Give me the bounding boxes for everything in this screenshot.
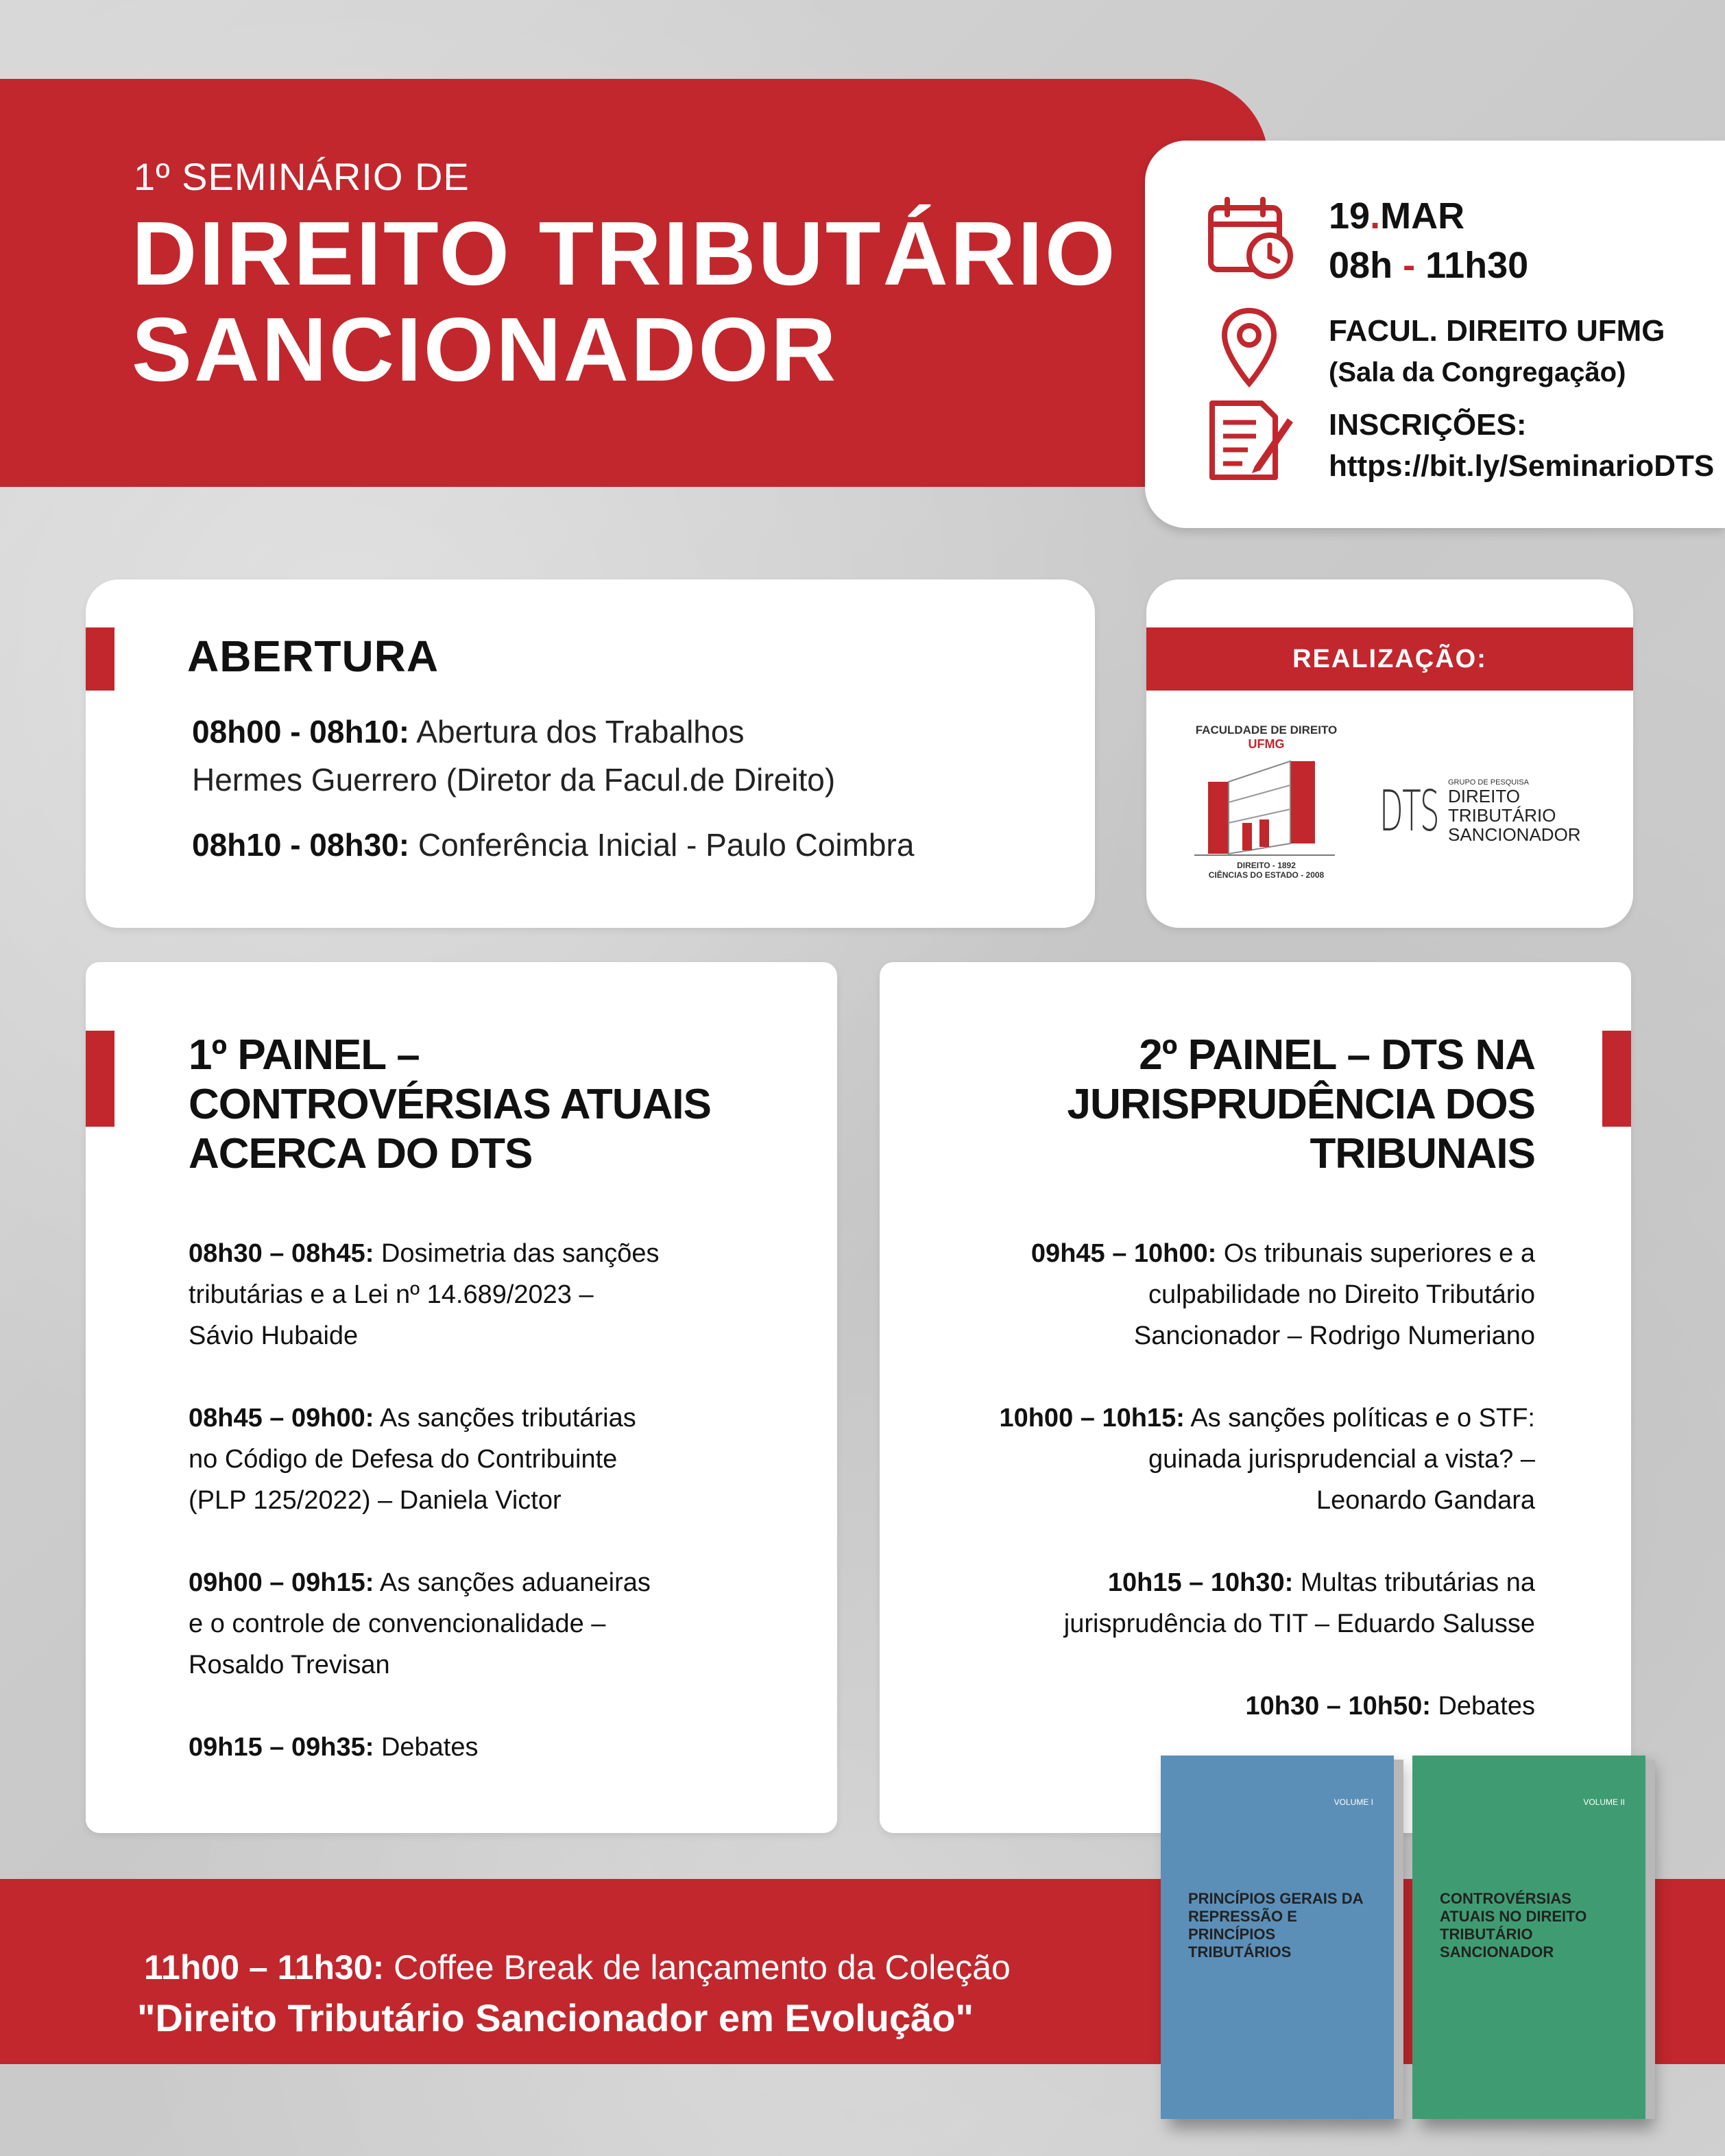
collection-name: "Direito Tributário Sancionador em Evolução" (137, 1996, 974, 2039)
event-date: 19.MAR (1329, 195, 1465, 237)
coffee-break-line: 11h00 – 11h30: Coffee Break de lançamento da Coleção (144, 1948, 1011, 1987)
date-row (1207, 195, 1528, 290)
event-room: (Sala da Congregação) (1329, 357, 1626, 387)
red-accent-tab (86, 627, 114, 691)
event-info-card (1145, 141, 1725, 528)
opening-title: ABERTURA (187, 632, 439, 681)
panel-2-title: 2º PAINEL – DTS NA JURISPRUDÊNCIA DOS TRIBUNAIS (1067, 1031, 1535, 1177)
panel-1-card (86, 962, 837, 1833)
opening-card (86, 579, 1095, 928)
book-volume-label: VOLUME I (1334, 1797, 1373, 1807)
panel-2-item: 10h15 – 10h30: Multas tributárias na jurisprudência do TIT – Eduardo Salusse (1063, 1568, 1535, 1638)
opening-line-1: 08h00 - 08h10: Abertura dos Trabalhos (192, 714, 745, 750)
form-pen-icon (1207, 398, 1296, 483)
registration-row (1207, 398, 1714, 487)
registration-link[interactable]: https://bit.ly/SeminarioDTS (1329, 449, 1715, 483)
organizers-label: REALIZAÇÃO: (1146, 627, 1633, 691)
book-title: PRINCÍPIOS GERAIS DA REPRESSÃO E PRINCÍPIOS TRIBUTÁRIOS (1188, 1890, 1363, 1961)
panel-1-item: 08h45 – 09h00: As sanções tributárias no Código de Defesa do Contribuinte (PLP 125/2022) – Daniela Victor (189, 1404, 636, 1515)
event-time: 08h - 11h30 (1329, 245, 1529, 286)
red-accent-tab (86, 1031, 114, 1127)
panel-1-item: 08h30 – 08h45: Dosimetria das sanções tributárias e a Lei nº 14.689/2023 – Sávio Hubaide (189, 1239, 660, 1350)
opening-line-3: 08h10 - 08h30: Conferência Inicial - Paulo Coimbra (192, 827, 915, 863)
event-title (132, 203, 1118, 400)
event-kicker: 1º SEMINÁRIO DE (134, 155, 470, 198)
book-volume-1 (1161, 1756, 1394, 2119)
location-row (1207, 305, 1665, 394)
registration-label: INSCRIÇÕES: (1329, 408, 1527, 442)
book-volume-label: VOLUME II (1583, 1797, 1625, 1807)
panel-2-item: 10h00 – 10h15: As sanções políticas e o STF: guinada jurisprudencial a vista? – Leonardo Gandara (999, 1404, 1535, 1515)
panel-1-title: 1º PAINEL – CONTROVÉRSIAS ATUAIS ACERCA DO DTS (189, 1031, 711, 1177)
event-place: FACUL. DIREITO UFMG (1329, 314, 1665, 348)
event-title-line1: DIREITO TRIBUTÁRIO (132, 203, 1118, 304)
panel-1-item: 09h00 – 09h15: As sanções aduaneiras e o controle de convencionalidade – Rosaldo Trevisan (189, 1568, 651, 1679)
dts-research-group-logo: DTS GRUPO DE PESQUISA DIREITO TRIBUTÁRIO SANCIONADOR (1379, 778, 1581, 845)
opening-line-2: Hermes Guerrero (Diretor da Facul.de Direito) (192, 762, 836, 798)
book-title: CONTROVÉRSIAS ATUAIS NO DIREITO TRIBUTÁRIO SANCIONADOR (1440, 1890, 1587, 1961)
event-title-line2: SANCIONADOR (132, 299, 839, 400)
panel-2-item: 09h45 – 10h00: Os tribunais superiores e a culpabilidade no Direito Tributário Sancionador – Rodrigo Numeriano (1030, 1239, 1535, 1350)
organizers-card (1146, 579, 1633, 928)
header-banner (0, 79, 1268, 487)
location-pin-icon (1207, 305, 1296, 394)
calendar-clock-icon (1207, 195, 1296, 281)
ufmg-law-logo: FACULDADE DE DIREITO UFMG DIREITO - 1892 CIÊNCIAS DO ESTADO - 2008 (1195, 723, 1338, 880)
book-volume-2 (1412, 1756, 1645, 2119)
panel-1-item: 09h15 – 09h35: Debates (189, 1733, 479, 1762)
panel-2-card (880, 962, 1631, 1833)
panel-2-item: 10h30 – 10h50: Debates (1245, 1692, 1535, 1721)
red-accent-tab (1602, 1031, 1631, 1127)
